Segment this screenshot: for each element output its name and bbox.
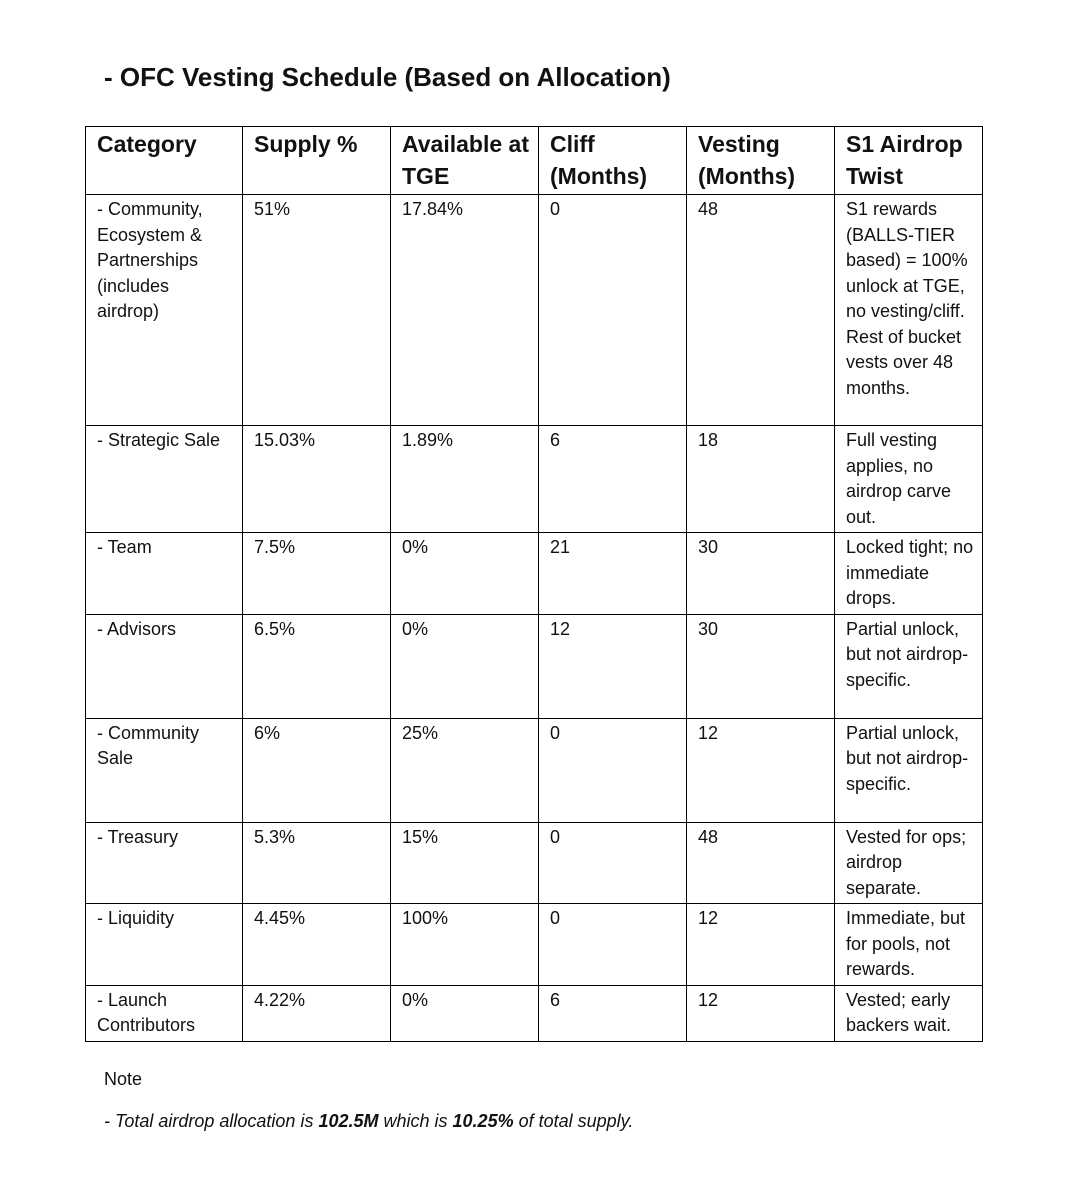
cell-twist: Vested for ops; airdrop separate.: [835, 822, 983, 904]
table-row: [86, 614, 983, 718]
document-title: - OFC Vesting Schedule (Based on Allocation): [104, 62, 671, 92]
header-category: Category: [86, 127, 243, 195]
header-available-at-tge: Available at TGE: [391, 127, 539, 195]
cell-vesting: 30: [687, 533, 835, 615]
note-prefix: - Total airdrop allocation is: [104, 1111, 319, 1131]
cell-twist: S1 rewards (BALLS-TIER based) = 100% unlock at TGE, no vesting/cliff. Rest of bucket vests over 48 months.: [835, 195, 983, 426]
cell-vesting: 48: [687, 822, 835, 904]
header-s1-airdrop-twist: S1 Airdrop Twist: [835, 127, 983, 195]
cell-tge: 100%: [391, 904, 539, 986]
cell-vesting: 12: [687, 985, 835, 1041]
note-text: [104, 1108, 633, 1134]
table-row: [86, 426, 983, 533]
cell-tge: 1.89%: [391, 426, 539, 533]
cell-supply: 5.3%: [243, 822, 391, 904]
table-row: [86, 822, 983, 904]
cell-twist: Immediate, but for pools, not rewards.: [835, 904, 983, 986]
cell-category: - Community, Ecosystem & Partnerships (includes airdrop): [86, 195, 243, 426]
cell-cliff: 21: [539, 533, 687, 615]
cell-supply: 51%: [243, 195, 391, 426]
header-supply: Supply %: [243, 127, 391, 195]
cell-twist: Locked tight; no immediate drops.: [835, 533, 983, 615]
table-row: [86, 904, 983, 986]
note-airdrop-percent: 10.25%: [452, 1111, 514, 1131]
cell-cliff: 6: [539, 985, 687, 1041]
cell-cliff: 0: [539, 822, 687, 904]
table-row: [86, 718, 983, 822]
cell-category: - Liquidity: [86, 904, 243, 986]
cell-twist: Partial unlock, but not airdrop-specific.: [835, 718, 983, 822]
cell-supply: 6.5%: [243, 614, 391, 718]
cell-tge: 15%: [391, 822, 539, 904]
cell-supply: 4.45%: [243, 904, 391, 986]
table-row: [86, 533, 983, 615]
header-cliff: Cliff (Months): [539, 127, 687, 195]
cell-category: - Advisors: [86, 614, 243, 718]
cell-tge: 0%: [391, 985, 539, 1041]
cell-tge: 0%: [391, 614, 539, 718]
vesting-schedule-table: [85, 126, 983, 1042]
cell-vesting: 12: [687, 718, 835, 822]
cell-vesting: 30: [687, 614, 835, 718]
cell-supply: 15.03%: [243, 426, 391, 533]
cell-category: - Strategic Sale: [86, 426, 243, 533]
cell-cliff: 6: [539, 426, 687, 533]
cell-cliff: 0: [539, 718, 687, 822]
cell-vesting: 18: [687, 426, 835, 533]
cell-supply: 7.5%: [243, 533, 391, 615]
note-suffix: of total supply.: [513, 1111, 634, 1131]
cell-supply: 6%: [243, 718, 391, 822]
cell-twist: Vested; early backers wait.: [835, 985, 983, 1041]
cell-category: - Community Sale: [86, 718, 243, 822]
cell-cliff: 0: [539, 904, 687, 986]
cell-twist: Full vesting applies, no airdrop carve out.: [835, 426, 983, 533]
note-label: Note: [104, 1069, 143, 1089]
cell-vesting: 12: [687, 904, 835, 986]
cell-tge: 17.84%: [391, 195, 539, 426]
cell-category: - Launch Contributors: [86, 985, 243, 1041]
table-row: [86, 985, 983, 1041]
cell-supply: 4.22%: [243, 985, 391, 1041]
note-middle: which is: [378, 1111, 453, 1131]
note-airdrop-amount: 102.5M: [318, 1111, 379, 1131]
cell-category: - Treasury: [86, 822, 243, 904]
cell-tge: 25%: [391, 718, 539, 822]
cell-vesting: 48: [687, 195, 835, 426]
cell-tge: 0%: [391, 533, 539, 615]
table-header-row: [86, 127, 983, 195]
cell-category: - Team: [86, 533, 243, 615]
cell-twist: Partial unlock, but not airdrop-specific.: [835, 614, 983, 718]
header-vesting: Vesting (Months): [687, 127, 835, 195]
cell-cliff: 0: [539, 195, 687, 426]
cell-cliff: 12: [539, 614, 687, 718]
table-row: [86, 195, 983, 426]
